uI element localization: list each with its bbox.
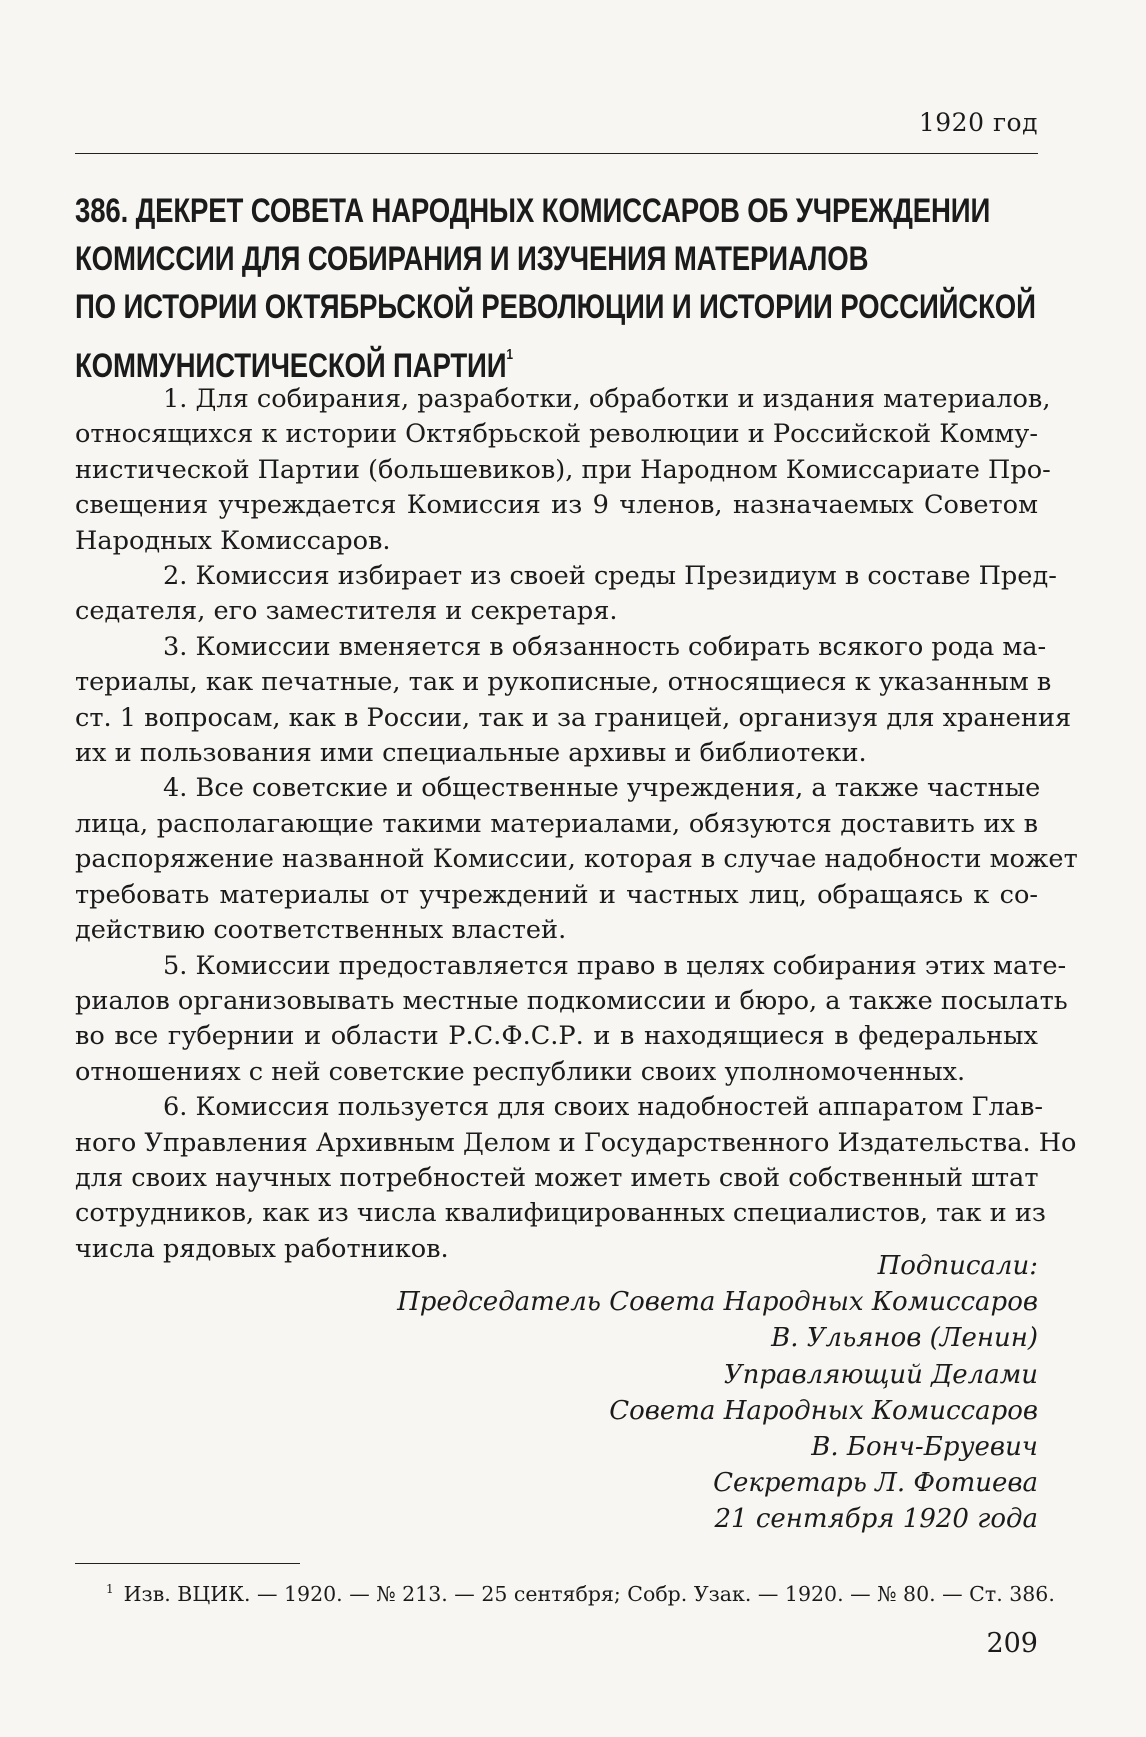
title-line: ПО ИСТОРИИ ОКТЯБРЬСКОЙ РЕВОЛЮЦИИ И ИСТОРИИ РОССИЙСКОЙ [75, 288, 1036, 326]
signature-line: Председатель Совета Народных Комиссаров [397, 1287, 1038, 1318]
title-line: КОМИССИИ ДЛЯ СОБИРАНИЯ И ИЗУЧЕНИЯ МАТЕРИАЛОВ [75, 240, 869, 278]
paragraph-1-line: относящихся к истории Октябрьской революции и Российской Комму- [75, 419, 1038, 450]
signature-block [397, 1248, 1038, 1538]
title-line-text: КОММУНИСТИЧЕСКОЙ ПАРТИИ [75, 347, 507, 385]
signature-line: Управляющий Делами [723, 1359, 1038, 1390]
paragraph-3-line: ст. 1 вопросам, как в России, так и за границей, организуя для хранения [75, 702, 1072, 733]
footnote-mark: 1 [106, 1582, 114, 1596]
paragraph-6-line: для своих научных потребностей может иметь свой собственный штат [75, 1162, 1039, 1193]
paragraph-5-line: во все губернии и области Р.С.Ф.С.Р. и в находящиеся в федеральных [75, 1021, 1038, 1052]
running-head: 1920 год [918, 108, 1038, 137]
paragraph-5-line: 5. Комиссии предоставляется право в целях собирания этих мате- [163, 950, 1067, 981]
title-line: 386. ДЕКРЕТ СОВЕТА НАРОДНЫХ КОМИССАРОВ ОБ УЧРЕЖДЕНИИ [75, 192, 991, 230]
paragraph-3-line: 3. Комиссии вменяется в обязанность собирать всякого рода ма- [163, 631, 1047, 662]
paragraph-6-line: ного Управления Архивным Делом и Государственного Издательства. Но [75, 1127, 1077, 1158]
paragraph-4-line: 4. Все советские и общественные учреждения, а также частные [163, 773, 1041, 804]
page-number: 209 [986, 1628, 1038, 1659]
signature-line: В. Ульянов (Ленин) [771, 1323, 1038, 1354]
paragraph-3-line: их и пользования ими специальные архивы и библиотеки. [75, 738, 867, 769]
signature-line: Совета Народных Комиссаров [609, 1395, 1038, 1426]
paragraph-4-line: требовать материалы от учреждений и частных лиц, обращаясь к со- [75, 879, 1038, 910]
paragraph-5-line: риалов организовывать местные подкомиссии и бюро, а также посылать [75, 985, 1068, 1016]
paragraph-5-line: отношениях с ней советские республики своих уполномоченных. [75, 1056, 966, 1087]
paragraph-6-line: числа рядовых работников. [75, 1233, 449, 1264]
footnote-text: Изв. ВЦИК. — 1920. — № 213. — 25 сентября; Собр. Узак. — 1920. — № 80. — Ст. 386. [123, 1582, 1055, 1606]
paragraph-1-line: свещения учреждается Комиссия из 9 членов, назначаемых Советом [75, 490, 1038, 521]
document-title [75, 187, 1036, 390]
paragraph-4-line: распоряжение названной Комиссии, которая в случае надобности может [75, 844, 1078, 875]
signature-date: 21 сентября 1920 года [714, 1504, 1038, 1535]
paragraph-6-line: сотрудников, как из числа квалифицированных специалистов, так и из [75, 1198, 1046, 1229]
paragraph-3-line: териалы, как печатные, так и рукописные, относящиеся к указанным в [75, 667, 1052, 698]
paragraph-4-line: лица, располагающие такими материалами, обязуются доставить их в [75, 808, 1038, 839]
paragraph-1-line: 1. Для собирания, разработки, обработки и издания материалов, [163, 384, 1051, 414]
header-rule [75, 153, 1038, 154]
paragraph-1-line: нистической Партии (большевиков), при Народном Комиссариате Про- [75, 454, 1051, 485]
signature-line: В. Бонч-Бруевич [811, 1432, 1038, 1463]
paragraph-1-line: Народных Комиссаров. [75, 525, 391, 556]
paragraph-6-line: 6. Комиссия пользуется для своих надобностей аппаратом Глав- [163, 1092, 1044, 1123]
signature-line: Секретарь Л. Фотиева [713, 1468, 1038, 1499]
signature-line: Подписали: [877, 1251, 1038, 1281]
footnote-rule [75, 1563, 300, 1564]
paragraph-4-line: действию соответственных властей. [75, 915, 567, 946]
document-body [75, 382, 1078, 1267]
footnote [106, 1582, 1055, 1606]
paragraph-2-line: седателя, его заместителя и секретаря. [75, 596, 618, 627]
title-footnote-mark: 1 [506, 346, 513, 363]
paragraph-2-line: 2. Комиссия избирает из своей среды Президиум в составе Пред- [163, 561, 1057, 592]
